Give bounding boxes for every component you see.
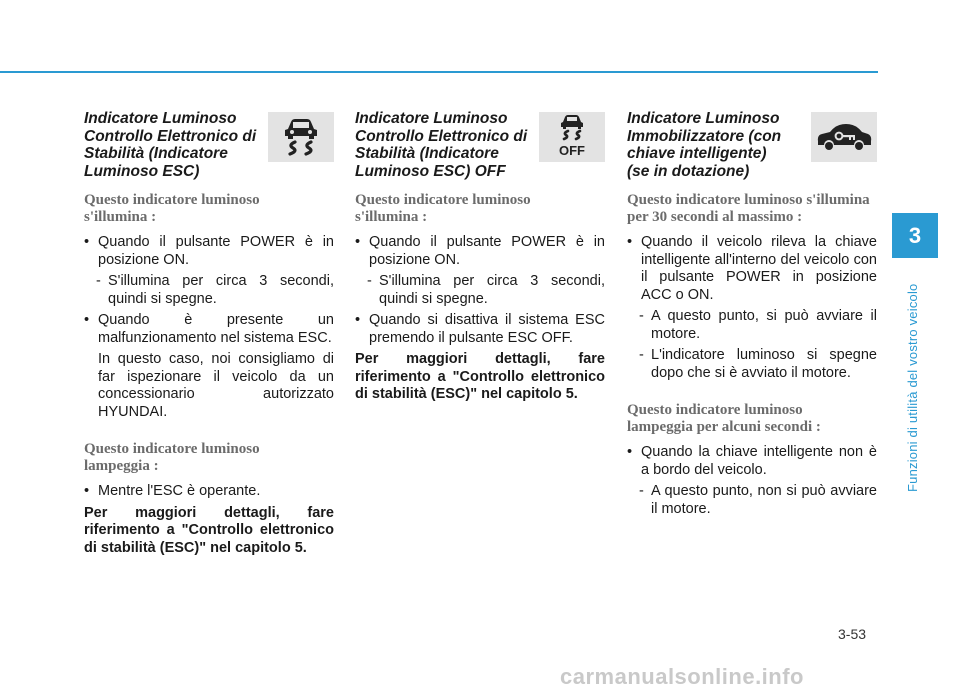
paragraph: In questo caso, noi consigliamo di far ispezionare il veicolo da un concessionario autorizzato HYUNDAI. <box>98 351 334 420</box>
bullet-item: • Quando il pulsante POWER è in posizione ON. <box>84 234 334 269</box>
section-esc-off-indicator <box>355 110 605 408</box>
top-rule <box>0 71 878 73</box>
bullet-item: • Quando il pulsante POWER è in posizione ON. <box>355 234 605 269</box>
bullet-item: • Quando il veicolo rileva la chiave intelligente all'interno del veicolo con il pulsante POWER in posizione ACC o ON. <box>627 234 877 304</box>
reference-note: Per maggiori dettagli, fare riferimento a "Controllo elettronico di stabilità (ESC)" nel capitolo 5. <box>355 351 605 402</box>
bullet-item: • Quando è presente un malfunzionamento nel sistema ESC. <box>84 312 334 347</box>
esc-indicator-icon <box>268 112 334 162</box>
chapter-tab[interactable]: 3 <box>892 213 938 258</box>
section-header <box>355 110 605 184</box>
subheading: Questo indicatore luminoso s'illumina per 30 secondi al massimo : <box>627 192 870 225</box>
dash-item: - A questo punto, si può avviare il motore. <box>639 308 877 342</box>
dash-item: - L'indicatore luminoso si spegne dopo che si è avviato il motore. <box>639 347 877 381</box>
reference-note: Per maggiori dettagli, fare riferimento a "Controllo elettronico di stabilità (ESC)" nel capitolo 5. <box>84 504 334 556</box>
subheading: Questo indicatore luminoso lampeggia per alcuni secondi : <box>627 402 821 435</box>
dash-item: - S'illumina per circa 3 secondi, quindi si spegne. <box>367 273 605 307</box>
watermark: carmanualsonline.info <box>560 664 804 689</box>
section-immobilizer-indicator <box>627 110 877 522</box>
page-number: 3-53 <box>838 626 867 642</box>
dash-item: - A questo punto, non si può avviare il motore. <box>639 483 877 517</box>
bullet-item: • Quando la chiave intelligente non è a bordo del veicolo. <box>627 444 877 479</box>
dash-item: - S'illumina per circa 3 secondi, quindi si spegne. <box>96 273 334 307</box>
section-title: Indicatore Luminoso Immobilizzatore (con chiave intelligente) (se in dotazione) <box>627 110 782 180</box>
esc-off-label: OFF <box>559 143 585 158</box>
esc-off-indicator-icon <box>539 112 605 162</box>
section-header <box>627 110 877 184</box>
section-header <box>84 110 334 184</box>
subheading: Questo indicatore luminoso s'illumina : <box>355 192 531 225</box>
section-title: Indicatore Luminoso Controllo Elettronico di Stabilità (Indicatore Luminoso ESC) OFF <box>355 110 528 180</box>
section-title: Indicatore Luminoso Controllo Elettronico di Stabilità (Indicatore Luminoso ESC) <box>84 110 257 180</box>
subheading: Questo indicatore luminoso s'illumina : <box>84 192 260 225</box>
chapter-title: Funzioni di utilità del vostro veicolo <box>905 283 920 492</box>
bullet-item: • Quando si disattiva il sistema ESC premendo il pulsante ESC OFF. <box>355 312 605 347</box>
subheading: Questo indicatore luminoso lampeggia : <box>84 441 260 474</box>
section-esc-indicator <box>84 110 334 561</box>
immobilizer-indicator-icon <box>811 112 877 162</box>
bullet-item: • Mentre l'ESC è operante. <box>84 483 334 501</box>
